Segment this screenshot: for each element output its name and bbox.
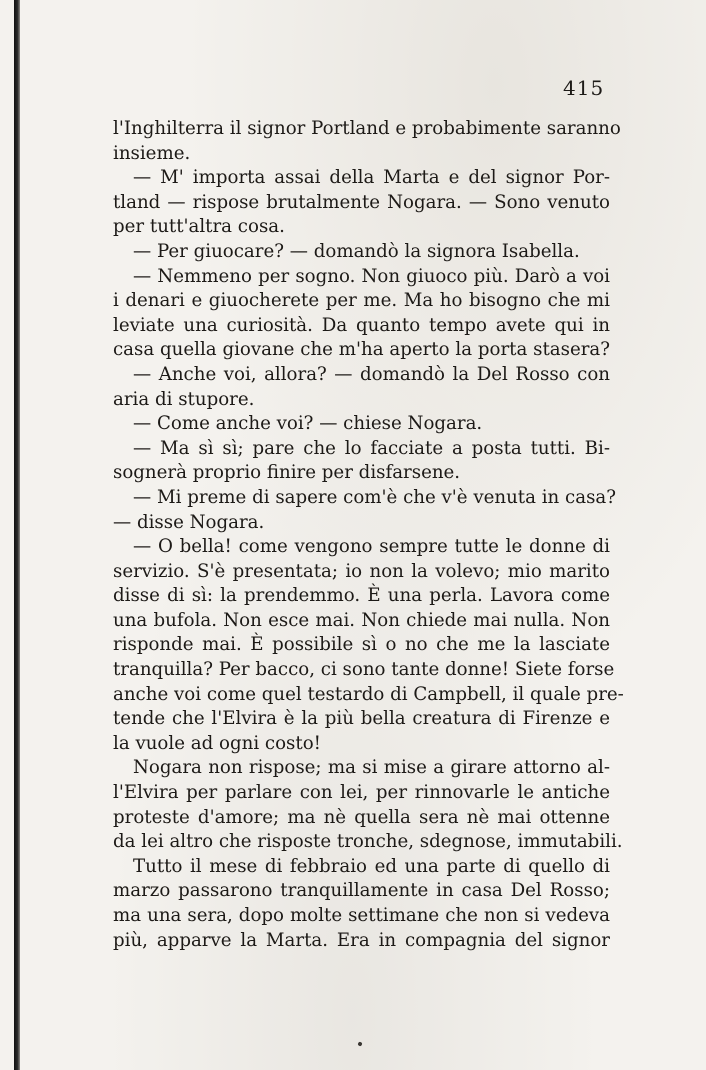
text-line: anche voi come quel testardo di Campbell, il quale pre- <box>113 683 624 705</box>
body-text <box>113 117 624 953</box>
text-line: sognerà proprio finire per disfarsene. <box>113 462 461 484</box>
text-line: la vuole ad ogni costo! <box>113 732 321 754</box>
text-line: servizio. S'è presentata; io non la volevo; mio marito <box>113 560 610 582</box>
text-line: casa quella giovane che m'ha aperto la porta stasera? <box>113 339 610 361</box>
text-line: tranquilla? Per bacco, ci sono tante donne! Siete forse <box>113 659 615 681</box>
text-line: risponde mai. È possibile sì o no che me la lasciate <box>113 634 610 656</box>
text-line: aria di stupore. <box>113 388 255 410</box>
text-line: — Per giuocare? — domandò la signora Isabella. <box>133 240 580 262</box>
text-line: i denari e giuocherete per me. Ma ho bisogno che mi <box>113 290 610 312</box>
text-line: — Mi preme di sapere com'è che v'è venuta in casa? <box>133 486 616 508</box>
ink-speck <box>357 1041 362 1046</box>
text-line: insieme. <box>113 142 191 164</box>
text-line: — M' importa assai della Marta e del signor Por- <box>133 167 610 189</box>
text-line: — O bella! come vengono sempre tutte le donne di <box>133 536 610 558</box>
text-line: per tutt'altra cosa. <box>113 216 285 238</box>
text-line: leviate una curiosità. Da quanto tempo avete qui in <box>113 314 610 336</box>
binding-edge <box>14 0 20 1070</box>
text-line: l'Elvira per parlare con lei, per rinnovarle le antiche <box>113 782 610 804</box>
text-line: disse di sì: la prendemmo. È una perla. Lavora come <box>113 585 610 607</box>
text-line: tland — rispose brutalmente Nogara. — Sono venuto <box>113 191 610 213</box>
text-line: — Come anche voi? — chiese Nogara. <box>133 413 483 435</box>
text-line: l'Inghilterra il signor Portland e probabimente saranno <box>113 118 621 139</box>
text-line: tende che l'Elvira è la più bella creatura di Firenze e <box>113 708 610 730</box>
text-line: Tutto il mese di febbraio ed una parte di quello di <box>133 855 610 877</box>
text-line: — disse Nogara. <box>113 511 265 533</box>
text-line: ma una sera, dopo molte settimane che non si vedeva <box>113 905 610 926</box>
text-line: — Nemmeno per sogno. Non giuoco più. Darò a voi <box>133 265 610 287</box>
text-line: Nogara non rispose; ma si mise a girare attorno al- <box>133 757 610 779</box>
text-line: — Anche voi, allora? — domandò la Del Rosso con <box>133 363 610 385</box>
text-line: marzo passarono tranquillamente in casa Del Rosso; <box>113 880 610 902</box>
text-line: da lei altro che risposte tronche, sdegnose, immutabili. <box>113 831 623 853</box>
text-line: una bufola. Non esce mai. Non chiede mai nulla. Non <box>113 609 610 631</box>
text-line: proteste d'amore; ma nè quella sera nè mai ottenne <box>113 806 610 828</box>
text-line: — Ma sì sì; pare che lo facciate a posta tutti. Bi- <box>133 437 610 459</box>
page-number: 415 <box>563 76 605 100</box>
text-line: più, apparve la Marta. Era in compagnia del signor <box>113 929 610 951</box>
